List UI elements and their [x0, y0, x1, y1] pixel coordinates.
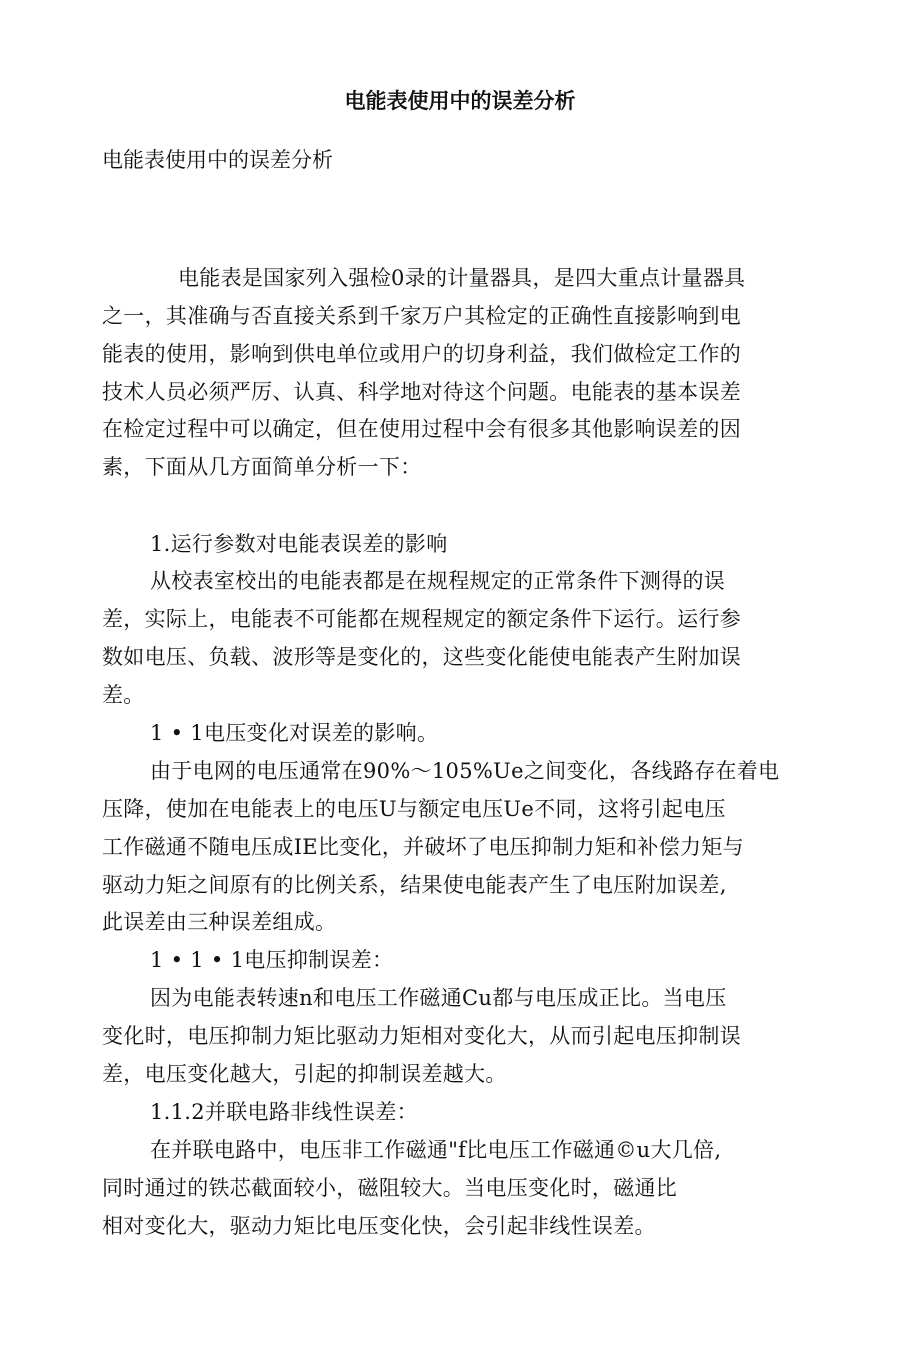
text-line: 因为电能表转速n和电压工作磁通Cu都与电压成正比。当电压 — [150, 986, 727, 1010]
text-line: 由于电网的电压通常在90%～105%Ue之间变化，各线路存在着电 — [150, 759, 780, 783]
text-line: 同时通过的铁芯截面较小，磁阻较大。当电压变化时，磁通比 — [102, 1176, 678, 1200]
text-line: 差。 — [102, 683, 145, 707]
text-line: 数如电压、负载、波形等是变化的，这些变化能使电能表产生附加误 — [102, 645, 741, 669]
text-line: 技术人员必须严厉、认真、科学地对待这个问题。电能表的基本误差 — [102, 380, 741, 404]
text-line: 压降，使加在电能表上的电压U与额定电压Ue不同，这将引起电压 — [102, 797, 726, 821]
text-line: 在检定过程中可以确定，但在使用过程中会有很多其他影响误差的因 — [102, 417, 741, 441]
text-line: 工作磁通不随电压成IE比变化，并破坏了电压抑制力矩和补偿力矩与 — [102, 835, 744, 859]
section-heading: 1.1.2并联电路非线性误差： — [150, 1100, 418, 1124]
document-title: 电能表使用中的误差分析 — [344, 88, 576, 113]
text-line: 能表的使用，影响到供电单位或用户的切身利益，我们做检定工作的 — [102, 342, 741, 366]
text-line: 之一，其准确与否直接关系到千家万户其检定的正确性直接影响到电 — [102, 304, 741, 328]
text-line: 电能表是国家列入强检0录的计量器具，是四大重点计量器具 — [178, 266, 746, 290]
text-line: 相对变化大，驱动力矩比电压变化快，会引起非线性误差。 — [102, 1214, 656, 1238]
section-heading: 1 • 1 • 1电压抑制误差： — [150, 948, 394, 972]
section-heading: 1.运行参数对电能表误差的影响 — [150, 532, 448, 556]
section-heading: 1 • 1电压变化对误差的影响。 — [150, 721, 439, 745]
text-line: 素，下面从几方面简单分析一下： — [102, 455, 422, 479]
text-line: 在并联电路中，电压非工作磁通"f比电压工作磁通©u大几倍, — [150, 1138, 722, 1162]
text-line: 此误差由三种误差组成。 — [102, 910, 337, 934]
text-line: 驱动力矩之间原有的比例关系，结果使电能表产生了电压附加误差, — [102, 873, 727, 897]
text-line: 差，电压变化越大，引起的抑制误差越大。 — [102, 1062, 507, 1086]
text-line: 从校表室校出的电能表都是在规程规定的正常条件下测得的误 — [150, 569, 726, 593]
document-subtitle: 电能表使用中的误差分析 — [102, 148, 333, 172]
text-line: 差，实际上，电能表不可能都在规程规定的额定条件下运行。运行参 — [102, 607, 741, 631]
text-line: 变化时，电压抑制力矩比驱动力矩相对变化大，从而引起电压抑制误 — [102, 1024, 741, 1048]
